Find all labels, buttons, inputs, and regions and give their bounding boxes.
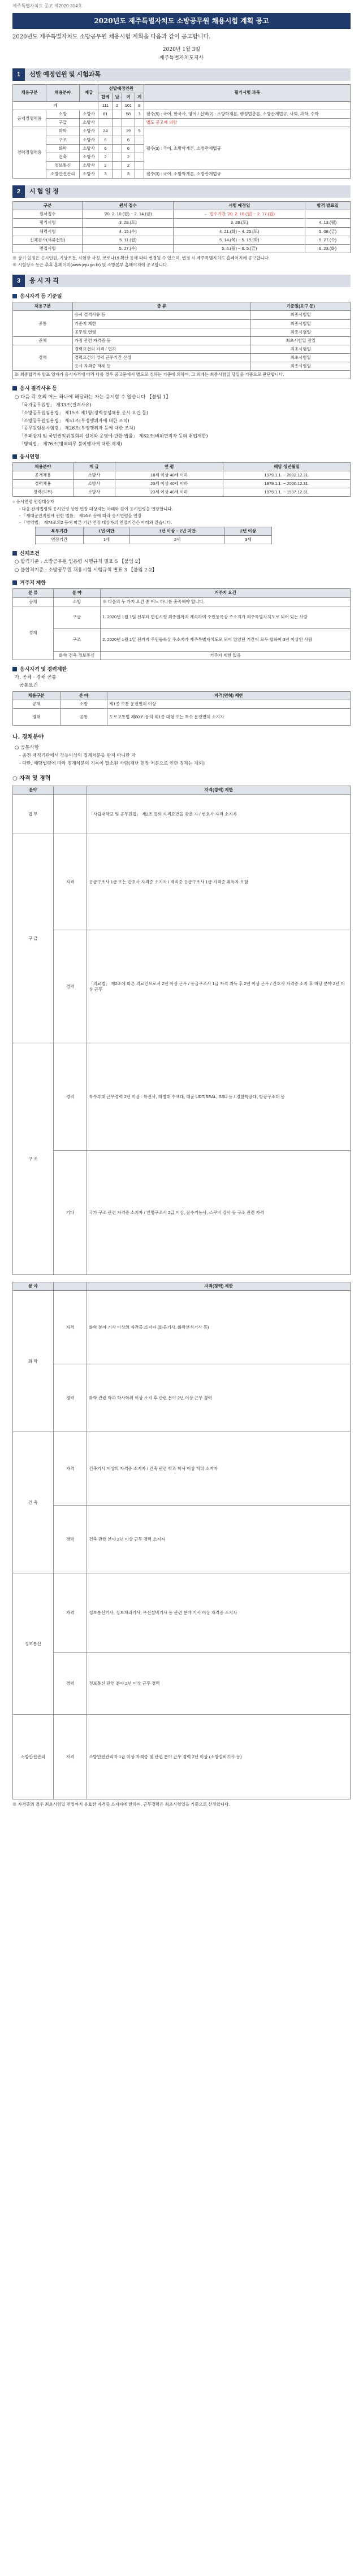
section-number: 3 — [12, 275, 25, 287]
doc-header: 제주특별자치도 공고 제2020-314호 — [12, 3, 83, 8]
qualification-table-1: 분야 자격(경력) 제한 법 무 「사립대학교 및 공무원법」 제2조 등의 자격요건을 갖춘 자 / 변호사 자격 소지자 구 급 자격 응급구조사 1급 또는 간호사 자격증 소지자 / 재직중 응급구조사 1급 자격증 취득자 포함 경력 「의료법」 제2조에 따른 의료인으로서 2년 이상 근무 / 응급구조사 1급 자격 취득 후 2년 이상 근무 / 간호사 자격증 소지 후 해당 분야 2년 이상 근무 구 조 경력 특수부대 근무경력 2년 이상 : 특전사, 해병대 수색대, 해군 UDT/SEAL, SSU 등 / 경찰특공대, 항공구조대 등 기타 국가 구조 관련 자격증 소지자 / 인명구조사 2급 이상, 잠수기능사, 스쿠버 강사 등 구조 관련 자격 — [12, 786, 351, 1275]
sum-cell: 111 — [98, 102, 113, 110]
section-title: 시 험 일 정 — [25, 185, 351, 198]
qualification-table-2: 분 야 자격(경력) 제한 화 학 자격 화학 분야 기사 이상의 자격증 소지자 (화공기사, 화학분석기사 등) 경력 화학 관련 학과 학사학위 이상 소지 후 관련 분야 2년 이상 근무 경력 건 축 자격 건축기사 이상의 자격증 소지자 / 건축 관련 학과 학사 이상 학위 소지자 경력 건축 관련 분야 2년 이상 근무 경력 소지자 정보통신 자격 정보통신기사, 정보처리기사, 무선설비기사 등 관련 분야 기사 이상 자격증 소지자 경력 정보통신 관련 분야 2년 이상 근무 경력 소방안전관리 자격 소방안전관리자 1급 이상 자격증 및 관련 분야 근무 경력 2년 이상 (소방설비기사 등) — [12, 1282, 351, 1799]
table-row: 소방안전관리 소방사 3 3 필수(3) : 국어, 소방학개론, 소방관계법규 — [13, 170, 351, 179]
table-row: 공채 소방 ※ 다음의 두 가지 요건 중 어느 하나를 충족해야 합니다. — [13, 597, 351, 606]
table-caption: 공통요건 — [19, 683, 38, 689]
table-row: 원서접수 '20. 2. 10.(월) ~ 2. 14.(금) ← 접수기간 '20. 2. 10.(월) ~ 2. 17.(월) — [13, 210, 351, 219]
age-note: - 「병역법」 제74조의2 등에 따른 기간 연장 대상자의 연장기간은 아래와 같습니다. — [19, 519, 172, 525]
sub-heading: 나. 경채분야 — [12, 734, 44, 741]
table-row: 경력요건의 경력 근무기간 산정 최초시험일 — [13, 354, 351, 362]
qualification-note: ※ 자격증의 경우 최초시험일 전일까지 유효한 자격증 소지자에 한하며, 근무경력은 최초시험일을 기준으로 산정합니다. — [12, 1802, 230, 1807]
disqualification-lead: ○ 다음 각 호의 어느 하나에 해당하는 자는 응시할 수 없습니다 【붙임 1】 — [15, 394, 171, 400]
list-item: 「국가공무원법」 제33조(결격사유) — [19, 402, 92, 408]
section-3-header — [12, 275, 351, 287]
page-title: 2020년도 제주특별자치도 소방공무원 채용시험 계획 공고 — [12, 13, 351, 29]
table-row: 정보통신 자격 정보통신기사, 정보처리기사, 무선설비기사 등 관련 분야 기사 이상 자격증 소지자 — [13, 1573, 351, 1653]
list-item: 「공무원임용시험령」 제26조(부정행위자 등에 대한 조치) — [19, 426, 135, 431]
table-row: 경력 화학 관련 학과 학사학위 이상 소지 후 관련 분야 2년 이상 근무 경력 — [13, 1364, 351, 1432]
table-row: 공채 소방 제1종 보통 운전면허 이상 — [13, 700, 351, 708]
list-item: - 종전 재직기관에서 강등이상의 징계처분을 받지 아니한 자 — [19, 753, 136, 758]
table-row: 건축 소방사 2 2 — [13, 153, 351, 161]
list-item: ○ 합격기준 : 소방공무원 임용령 시행규칙 별표 5 【붙임 2】 — [15, 559, 143, 565]
table-row: 화학 소방사 6 6 — [13, 144, 351, 153]
section-title: 선발 예정인원 및 시험과목 — [25, 68, 351, 81]
table-row: 연장기간 1세 2세 3세 — [36, 536, 272, 544]
table-row: 화 학 자격 화학 분야 기사 이상의 자격증 소지자 (화공기사, 화학분석기사 등) — [13, 1291, 351, 1364]
subsection-title: 응시연령 — [12, 453, 351, 460]
col-header: 채용구분 — [13, 84, 46, 101]
table-row: 경력 건축 관련 분야 2년 이상 근무 경력 소지자 — [13, 1506, 351, 1573]
sum-label: 계 — [13, 102, 98, 110]
note-cell: 별도 공고에 의함 — [144, 119, 351, 127]
list-item: - 다만, 해당법령에 따라 징계처분의 기록이 말소된 사람(재난 현장 처분으로 인한 징계는 제외) — [19, 760, 205, 766]
table-row: 정보통신 소방사 2 2 — [13, 161, 351, 170]
sum-cell: 8 — [135, 102, 144, 110]
col-header: 남 — [113, 93, 122, 101]
age-note: - 다음 관계법령의 응시연령 상한 연장 대상자는 아래와 같이 응시연령을 연장합니다. — [19, 506, 173, 511]
table-row: 구급 소방사 별도 공고에 의함 — [13, 119, 351, 127]
col-header: 선발예정인원 — [98, 84, 144, 93]
recruitment-table — [12, 84, 351, 179]
col-header: 시험 예정일 — [174, 202, 305, 210]
table-row: 경력 「의료법」 제2조에 따른 의료인으로서 2년 이상 근무 / 응급구조사 1급 자격 취득 후 2년 이상 근무 / 간호사 자격증 소지 후 해당 분야 2년 이상 근무 — [13, 930, 351, 1043]
list-item: 「소방공무원임용령」 제15조 제1항(경력경쟁채용 응시 요건 등) — [19, 410, 148, 415]
table-row: 면접시험 5. 27.(수) 5. 6.(월) ~ 6. 5.(금) 6. 23.(화) — [13, 244, 351, 253]
age-note: - 「제대군인지원에 관한 법률」 제16조 등에 따라 응시연령을 연장 — [19, 513, 142, 518]
col-header: 합격 발표일 — [305, 202, 351, 210]
criteria-date-table: 채용구분 종 류 기준일(요구 등) 공통 응시 결격사유 등 최종시험일 기준지 제한 최종시험일 공무원 연령 최종시험일 공채 가점 관련 자격증 등 최초시험일 전일 경채 경력요건의 자격 / 면허 최초시험일 경력요건의 경력 근무기간 산정 최초시험일 응시 자격증 학위 등 최종시험일 ※ 최종합격자 발표 일자가 응시자격에 따라 다를 경우 공고문에서 별도로 정하는 기준에 의하며, 그 외에는 최종시험일 당일을 기준으로 판단합니다. — [12, 302, 351, 379]
section-number: 2 — [12, 185, 25, 198]
table-row: 경채 경력요건의 자격 / 면허 최초시험일 — [13, 345, 351, 353]
section-2-header — [12, 185, 351, 198]
table-row: 경채 구급 1. 2020년 1월 1일 전부터 면접시험 최종일까지 계속하여 주민등록상 주소지가 제주특별자치도로 되어 있는 사람 — [13, 606, 351, 628]
announce-date: 2020년 1월 3일 — [162, 47, 201, 53]
list-item: 「소방공무원임용령」 제51조(부정행위자에 대한 조치) — [19, 418, 129, 423]
schedule-note: ※ 상기 일정은 응시인원, 기상조건, 시험장 사정, 코로나19 확산 등에 따라 변경될 수 있으며, 변경 시 제주특별자치도 홈페이지에 공고합니다. — [12, 255, 270, 261]
square-bullet-icon — [12, 580, 17, 585]
table-row: 공무원 연령 최종시험일 — [13, 328, 351, 336]
table-row: 소방안전관리 자격 소방안전관리자 1급 이상 자격증 및 관련 분야 근무 경력 2년 이상 (소방설비기사 등) — [13, 1715, 351, 1799]
age-extension-table: 복무기간 1년 미만 1년 이상 ~ 2년 미만 2년 이상 연장기간 1세 2세 3세 — [35, 527, 272, 544]
square-bullet-icon — [12, 294, 17, 298]
schedule-note: ※ 시험장소 등은 추후 홈페이지(www.jeju.go.kr) 및 소방본부 홈페이지에 공고합니다. — [12, 262, 168, 268]
col-header: 여 — [122, 93, 135, 101]
list-item: ○ 공통사항 — [15, 744, 39, 751]
table-row: 경채 공통 도로교통법 제80조 등의 제1종 대형 또는 특수 운전면허 소지자 — [13, 709, 351, 726]
sub-heading: 가. 공채 · 경채 공통 — [15, 674, 57, 680]
table-row: 신체검사(서류전형) 5. 11.(월) 5. 14.(목) ~ 5. 19.(화) 5. 27.(수) — [13, 236, 351, 244]
col-header: 계 — [135, 93, 144, 101]
list-item: 「부패방지 및 국민권익위원회의 설치와 운영에 관한 법률」 제82조(비위면직자 등의 취업제한) — [19, 433, 208, 439]
subsection-title: 응시자격 및 경력제한 — [12, 666, 351, 673]
residency-table: 분 류 분 야 거주지 요건 공채 소방 ※ 다음의 두 가지 요건 중 어느 하나를 충족해야 합니다. 경채 구급 1. 2020년 1월 1일 전부터 면접시험 최종일까지 계속하여 주민등록상 주소지가 제주특별자치도로 되어 있는 사람 구조 2. 2020년 1월 1일 전까지 주민등록상 주소지가 제주특별자치도로 되어 있었던 기간이 모두 합하여 3년 이상인 사람 화학·건축·정보통신 거주지 제한 없음 — [12, 588, 351, 660]
table-row: 공채 가점 관련 자격증 등 최초시험일 전일 — [13, 336, 351, 345]
col-header: 채용분야 — [46, 84, 79, 101]
table-row: 경력채용 소방사 20세 이상 40세 이하 1979.1.1. ~ 2000.12.31. — [13, 480, 351, 488]
table-row: 구조 2. 2020년 1월 1일 전까지 주민등록상 주소지가 제주특별자치도로 되어 있었던 기간이 모두 합하여 3년 이상인 사람 — [13, 628, 351, 651]
issuer: 제주특별자치도지사 — [159, 55, 204, 61]
subsection-title: 응시 결격사유 등 — [12, 385, 351, 392]
table-row: 공개경쟁채용 소방 소방사 61 58 3 필수(5) : 국어, 한국사, 영어 / 선택(2) : 소방학개론, 행정법총론, 소방관계법규, 사회, 과학, 수학 — [13, 110, 351, 119]
table-row: 필기시험 3. 28.(토) 3. 28.(토) 4. 13.(월) — [13, 219, 351, 227]
list-item: ○ 불합격기준 : 소방공무원 채용시험 시행규칙 별표 3 【붙임 2-2】 — [15, 567, 157, 573]
section-title: 응 시 자 격 — [25, 275, 351, 287]
license-table: 채용구분 분 야 자격(면허) 제한 공채 소방 제1종 보통 운전면허 이상 경채 공통 도로교통법 제80조 등의 제1종 대형 또는 특수 운전면허 소지자 — [12, 691, 351, 726]
schedule-table — [12, 201, 351, 253]
square-bullet-icon — [12, 454, 17, 459]
age-note: ○ 응시연령 연장대상자 — [12, 499, 54, 505]
sum-cell: 101 — [122, 102, 135, 110]
table-row: 화학·건축·정보통신 거주지 제한 없음 — [13, 651, 351, 660]
table-row: 구 급 자격 응급구조사 1급 또는 간호사 자격증 소지자 / 재직중 응급구조사 1급 자격증 취득자 포함 — [13, 834, 351, 930]
col-header: 합계 — [98, 93, 113, 101]
table-row: 체력시험 4. 15.(수) 4. 21.(화) ~ 4. 25.(토) 5. 08.(금) — [13, 227, 351, 236]
table-row: 응시 자격증 학위 등 최종시험일 — [13, 362, 351, 371]
table-row: 공개채용 소방사 18세 이상 40세 이하 1979.1.1. ~ 2002.12.31. — [13, 471, 351, 480]
table-row: 기타 국가 구조 관련 자격증 소지자 / 인명구조사 2급 이상, 잠수기능사, 스쿠버 강사 등 구조 관련 자격 — [13, 1151, 351, 1275]
subsection-title: 응시자격 등 기준일 — [12, 293, 351, 300]
sum-cell — [144, 102, 351, 110]
section-1-header — [12, 68, 351, 81]
table-row: 구 조 경력 특수부대 근무경력 2년 이상 : 특전사, 해병대 수색대, 해군 UDT/SEAL, SSU 등 / 경찰특공대, 항공구조대 등 — [13, 1043, 351, 1151]
table-row: 기준지 제한 최종시험일 — [13, 319, 351, 328]
intro-text: 2020년도 제주특별자치도 소방공무원 채용시험 계획을 다음과 같이 공고합니다. — [12, 33, 211, 40]
square-bullet-icon — [12, 667, 17, 671]
table-row: 구조 소방사 6 6 — [13, 136, 351, 144]
list-item: 「병역법」 제76조(병역의무 불이행자에 대한 제재) — [19, 441, 122, 446]
table-row: 경력 정보통신 관련 분야 2년 이상 근무 경력 — [13, 1653, 351, 1715]
table-row: 법 무 「사립대학교 및 공무원법」 제2조 등의 자격요건을 갖춘 자 / 변호사 자격 소지자 — [13, 795, 351, 834]
age-table: 채용분야 계 급 연 령 해당 생년월일 공개채용 소방사 18세 이상 40세 이하 1979.1.1. ~ 2002.12.31. 경력채용 소방사 20세 이상 40세 이하 1979.1.1. ~ 2000.12.31. 경력(의무) 소방사 23세 이상 40세 이하 1979.1.1. ~ 1997.12.31. — [12, 462, 351, 497]
col-header: 구분 — [13, 202, 83, 210]
col-header: 원서 접수 — [83, 202, 174, 210]
subsection-title: 거주지 제한 — [12, 579, 351, 586]
table-row: 경력(의무) 소방사 23세 이상 40세 이하 1979.1.1. ~ 1997.12.31. — [13, 488, 351, 497]
subsection-title: 신체조건 — [12, 550, 351, 557]
table-row: 경력경쟁채용 화학 소방사 24 19 5 필수(3) : 국어, 소방학개론, 소방관계법규 — [13, 127, 351, 136]
sum-cell: 2 — [113, 102, 122, 110]
section-number: 1 — [12, 68, 25, 81]
sub-heading: ○ 자격 및 경력 — [12, 775, 51, 782]
table-footnote: ※ 최종합격자 발표 일자가 응시자격에 따라 다를 경우 공고문에서 별도로 정하는 기준에 의하며, 그 외에는 최종시험일 당일을 기준으로 판단합니다. — [13, 371, 351, 379]
table-row: 건 축 자격 건축기사 이상의 자격증 소지자 / 건축 관련 학과 학사 이상 학위 소지자 — [13, 1432, 351, 1506]
table-row: 공통 응시 결격사유 등 최종시험일 — [13, 311, 351, 319]
square-bullet-icon — [12, 551, 17, 556]
square-bullet-icon — [12, 386, 17, 391]
col-header: 계급 — [79, 84, 98, 101]
col-header: 필기시험 과목 — [144, 84, 351, 101]
